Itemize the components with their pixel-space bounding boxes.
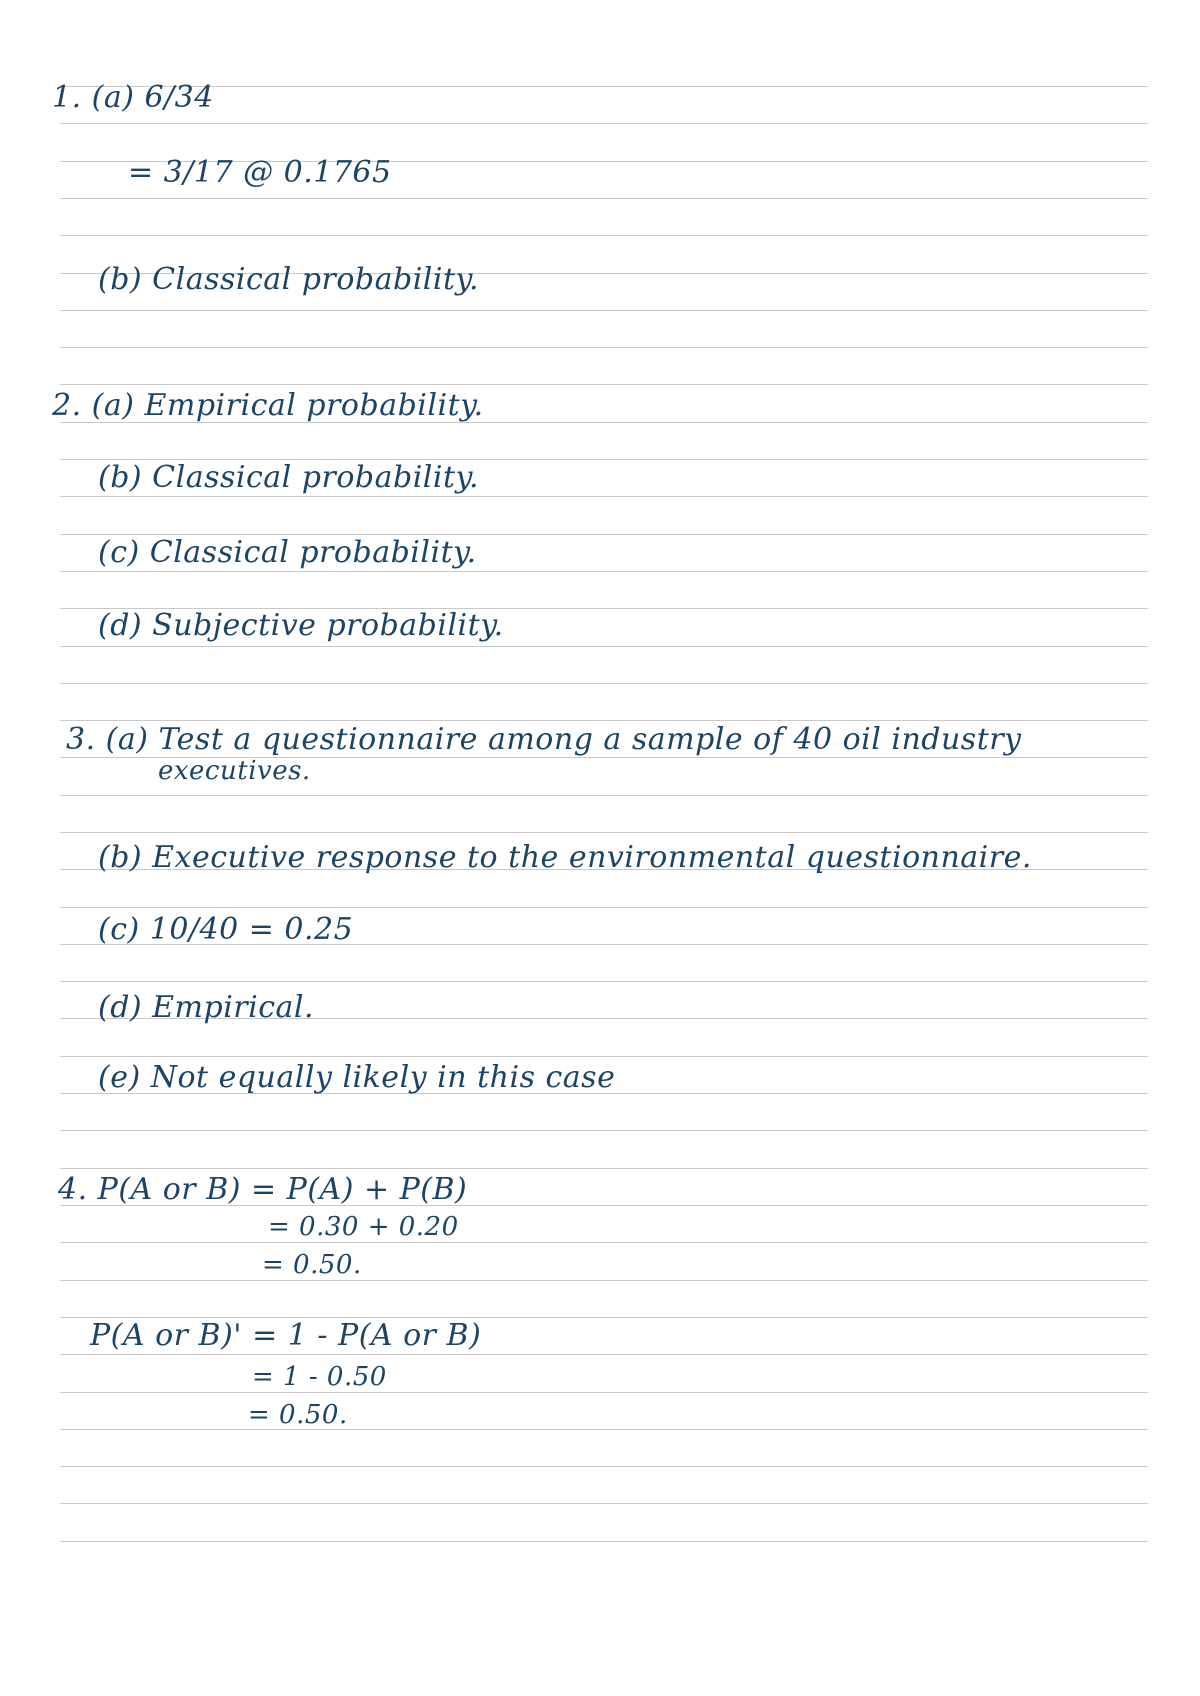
ruled-line: [60, 1130, 1148, 1131]
q4-line5: = 1 - 0.50: [252, 1362, 387, 1392]
q3-e: (e) Not equally likely in this case: [98, 1060, 616, 1095]
ruled-line: [60, 646, 1148, 647]
ruled-line: [60, 384, 1148, 385]
q2-d: (d) Subjective probability.: [98, 608, 504, 643]
q2-a: 2. (a) Empirical probability.: [52, 388, 484, 423]
q3-a-line2: executives.: [158, 756, 311, 786]
ruled-line: [60, 832, 1148, 833]
q3-a-line1: 3. (a) Test a questionnaire among a sample of 40 oil industry: [66, 722, 1022, 757]
ruled-line: [60, 720, 1148, 721]
q2-c: (c) Classical probability.: [98, 535, 477, 570]
q4-line6: = 0.50.: [248, 1400, 348, 1430]
q1-b: (b) Classical probability.: [98, 262, 480, 297]
ruled-line: [60, 235, 1148, 236]
ruled-line: [60, 1503, 1148, 1504]
ruled-line: [60, 1280, 1148, 1281]
q4-line4: P(A or B)' = 1 - P(A or B): [90, 1318, 482, 1353]
ruled-line: [60, 310, 1148, 311]
q3-d: (d) Empirical.: [98, 990, 315, 1025]
q4-line3: = 0.50.: [262, 1250, 362, 1280]
ruled-line: [60, 1354, 1148, 1355]
ruled-line: [60, 1056, 1148, 1057]
ruled-line: [60, 1541, 1148, 1542]
q2-b: (b) Classical probability.: [98, 460, 480, 495]
ruled-line: [60, 86, 1148, 87]
ruled-line: [60, 347, 1148, 348]
q3-c: (c) 10/40 = 0.25: [98, 912, 354, 947]
q4-line1: 4. P(A or B) = P(A) + P(B): [58, 1172, 468, 1207]
ruled-line: [60, 1429, 1148, 1430]
ruled-line: [60, 1466, 1148, 1467]
q1-a-line1: 1. (a) 6/34: [52, 80, 214, 115]
ruled-line: [60, 981, 1148, 982]
q4-line2: = 0.30 + 0.20: [268, 1212, 459, 1242]
ruled-line: [60, 1392, 1148, 1393]
ruled-line: [60, 907, 1148, 908]
ruled-line: [60, 198, 1148, 199]
ruled-line: [60, 795, 1148, 796]
ruled-line: [60, 496, 1148, 497]
q1-a-line2: = 3/17 @ 0.1765: [128, 155, 392, 190]
ruled-line: [60, 683, 1148, 684]
ruled-line: [60, 1242, 1148, 1243]
ruled-line: [60, 1168, 1148, 1169]
ruled-line: [60, 571, 1148, 572]
ruled-line: [60, 123, 1148, 124]
q3-b: (b) Executive response to the environmental questionnaire.: [98, 840, 1032, 875]
